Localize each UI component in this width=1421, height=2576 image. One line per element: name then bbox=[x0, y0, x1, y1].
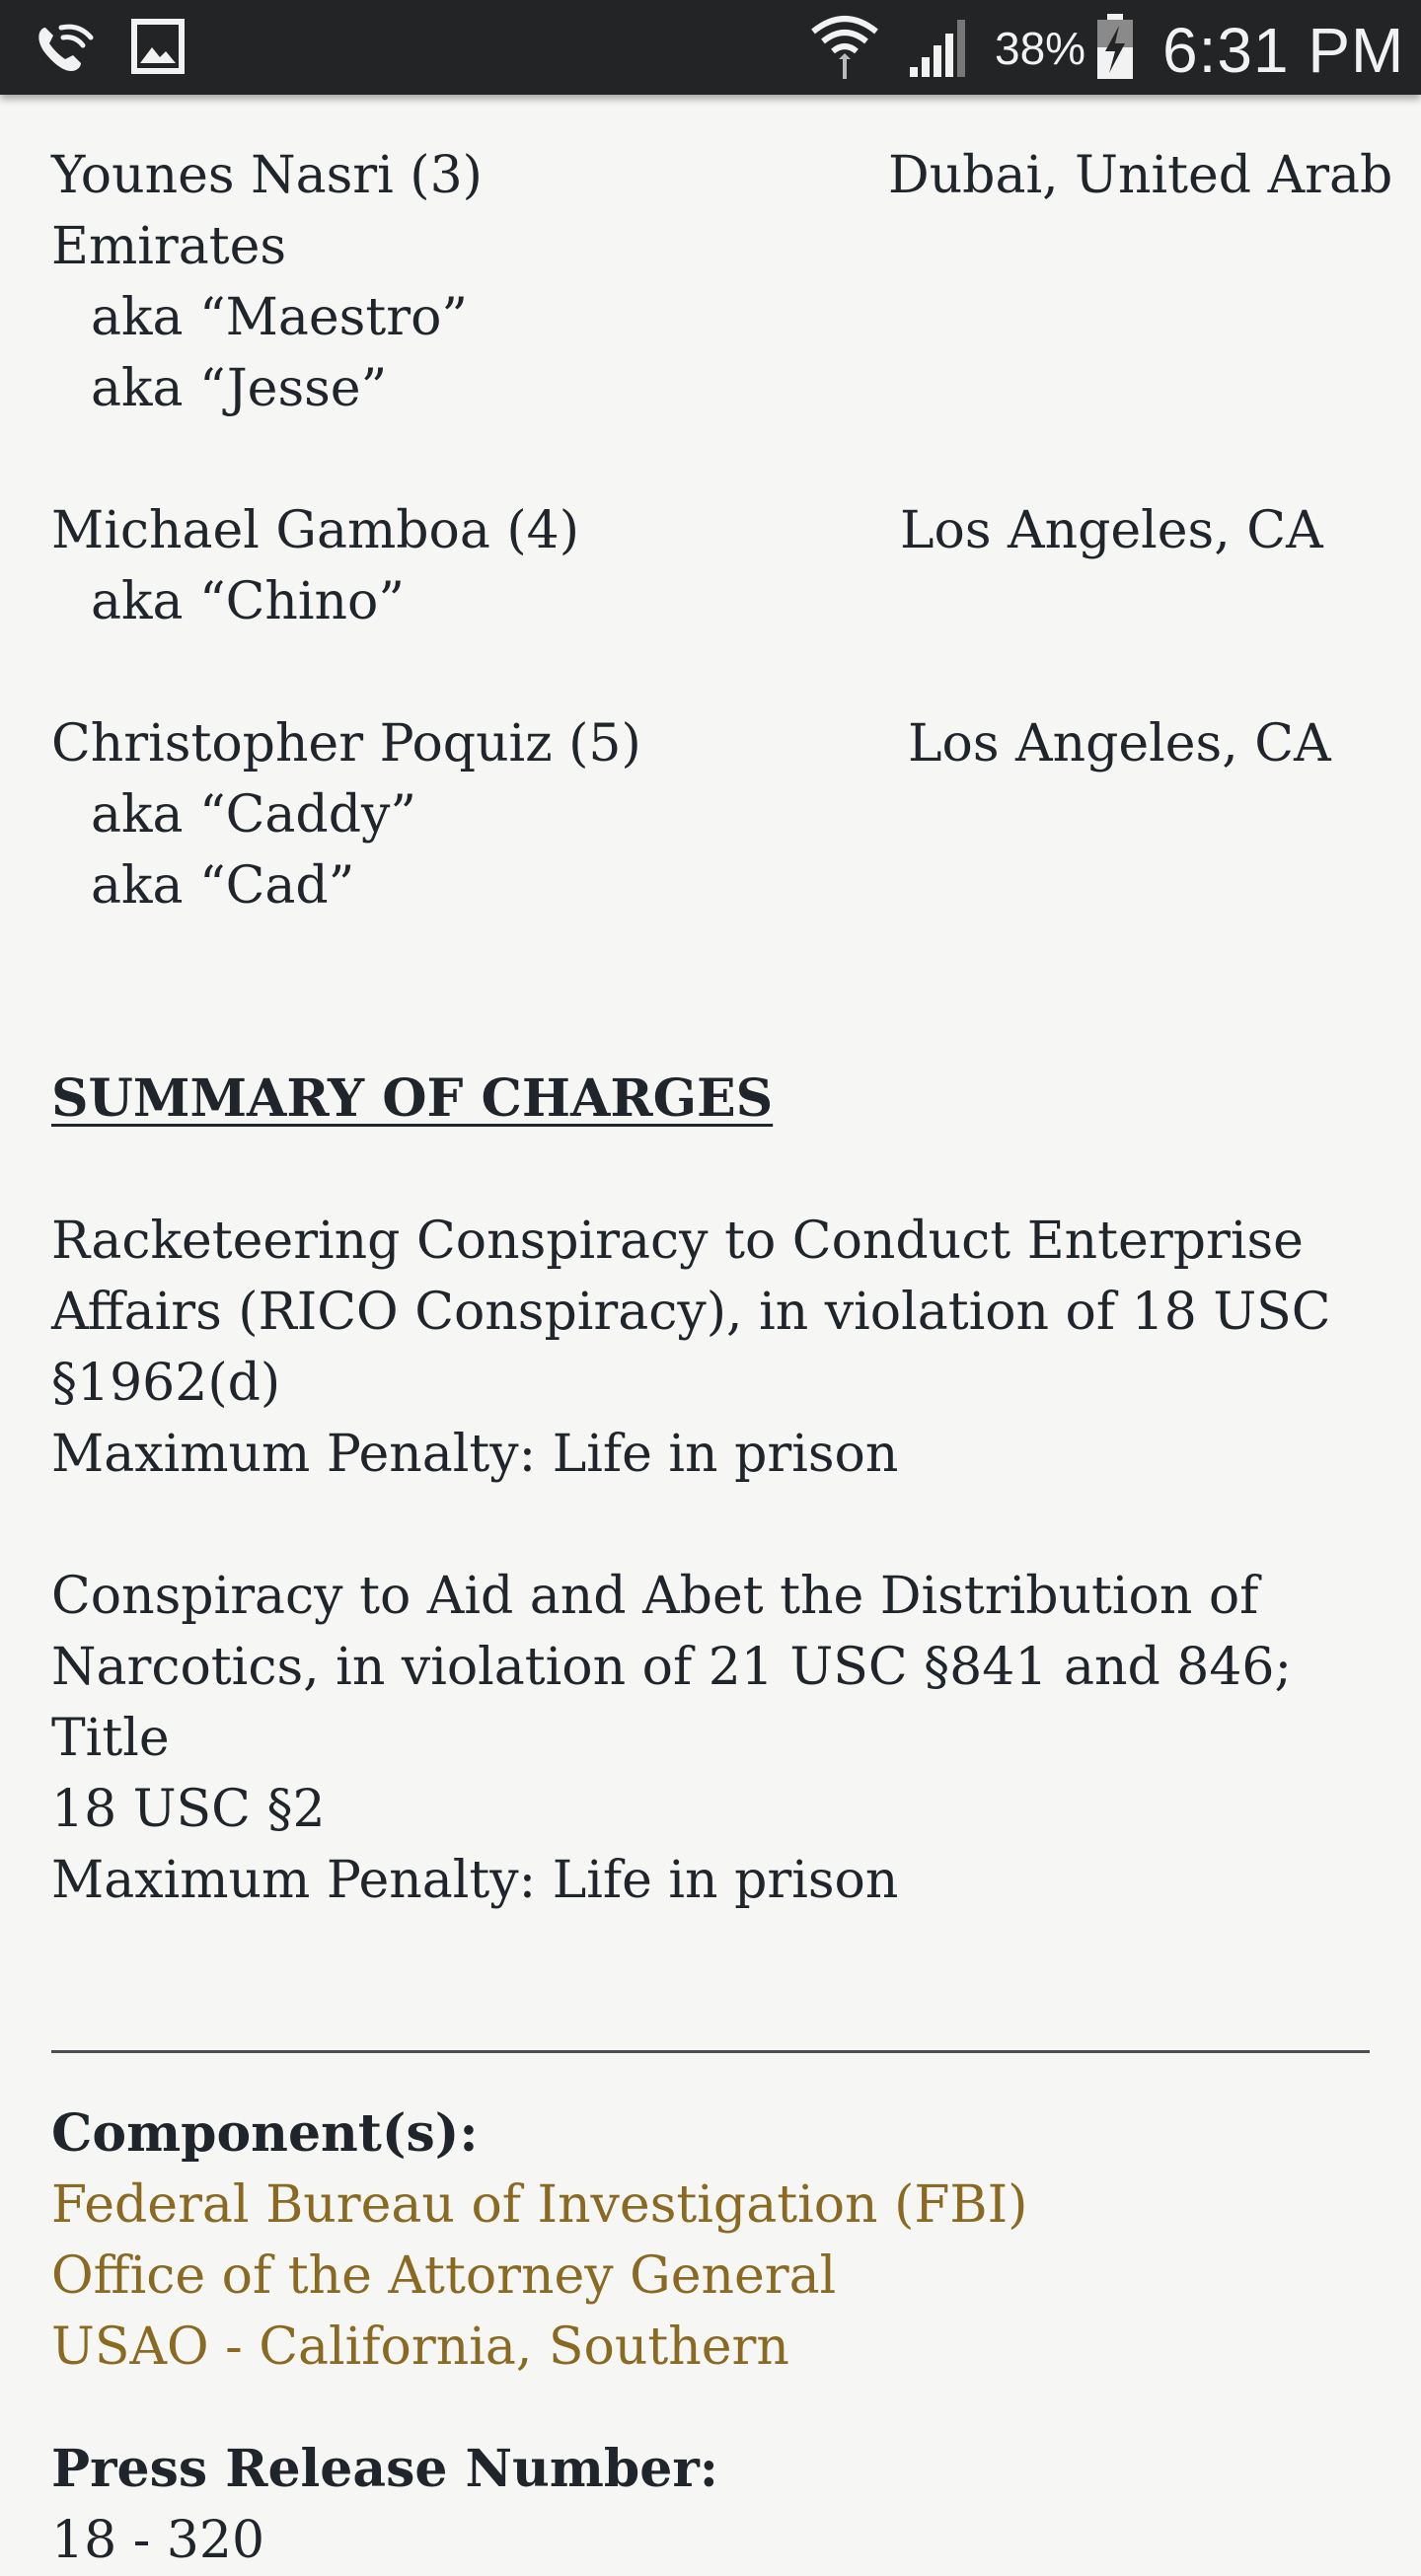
defendant-name: Younes Nasri (3) bbox=[51, 146, 483, 205]
charge-text-line: §1962(d) bbox=[51, 1354, 281, 1413]
defendant-alias: aka “Chino” bbox=[91, 572, 405, 631]
press-release-number: 18 - 320 bbox=[51, 2511, 265, 2570]
wifi-calling-icon bbox=[28, 14, 99, 81]
charge-text-line: Affairs (RICO Conspiracy), in violation of 18 USC bbox=[51, 1283, 1331, 1342]
charge-entry bbox=[51, 1206, 1370, 1490]
charge-penalty: Maximum Penalty: Life in prison bbox=[51, 1851, 899, 1910]
wifi-icon bbox=[809, 10, 880, 81]
defendant-entry bbox=[51, 495, 1370, 637]
charge-text-line: Narcotics, in violation of 21 USC §841 and 846; Title bbox=[51, 1638, 1293, 1768]
defendant-location: Los Angeles, CA bbox=[908, 714, 1331, 773]
gallery-notification-icon bbox=[130, 18, 186, 75]
cell-signal-icon bbox=[908, 16, 975, 79]
battery-percentage: 38% bbox=[995, 23, 1086, 74]
defendant-location: Dubai, United Arab bbox=[888, 146, 1393, 205]
charge-entry bbox=[51, 1561, 1370, 1916]
section-divider bbox=[51, 2050, 1370, 2053]
charge-text-line: Conspiracy to Aid and Abet the Distribution of bbox=[51, 1567, 1259, 1626]
battery-charging-icon bbox=[1095, 14, 1135, 81]
defendant-alias: aka “Maestro” bbox=[91, 288, 468, 347]
component-link-attorney-general[interactable]: Office of the Attorney General bbox=[51, 2246, 837, 2306]
defendant-alias: aka “Cad” bbox=[91, 856, 355, 916]
press-release-label: Press Release Number: bbox=[51, 2439, 718, 2499]
charge-text-line: Racketeering Conspiracy to Conduct Enterprise bbox=[51, 1212, 1304, 1271]
charge-penalty: Maximum Penalty: Life in prison bbox=[51, 1425, 899, 1484]
defendant-entry bbox=[51, 140, 1393, 424]
defendant-entry bbox=[51, 708, 1370, 921]
defendant-location: Los Angeles, CA bbox=[900, 501, 1323, 560]
status-clock: 6:31 PM bbox=[1162, 15, 1405, 86]
defendant-location-continued: Emirates bbox=[51, 217, 287, 276]
component-link-fbi[interactable]: Federal Bureau of Investigation (FBI) bbox=[51, 2175, 1028, 2235]
defendant-name: Michael Gamboa (4) bbox=[51, 501, 580, 560]
component-link-usao-southern-california[interactable]: USAO - California, Southern bbox=[51, 2318, 789, 2377]
defendant-alias: aka “Caddy” bbox=[91, 785, 416, 845]
charge-text-line: 18 USC §2 bbox=[51, 1780, 326, 1839]
summary-of-charges-heading: SUMMARY OF CHARGES bbox=[51, 1068, 774, 1129]
status-bar bbox=[0, 0, 1421, 95]
components-label: Component(s): bbox=[51, 2103, 479, 2164]
defendant-name: Christopher Poquiz (5) bbox=[51, 714, 641, 773]
article-content bbox=[51, 95, 1393, 2576]
defendant-alias: aka “Jesse” bbox=[91, 359, 388, 418]
